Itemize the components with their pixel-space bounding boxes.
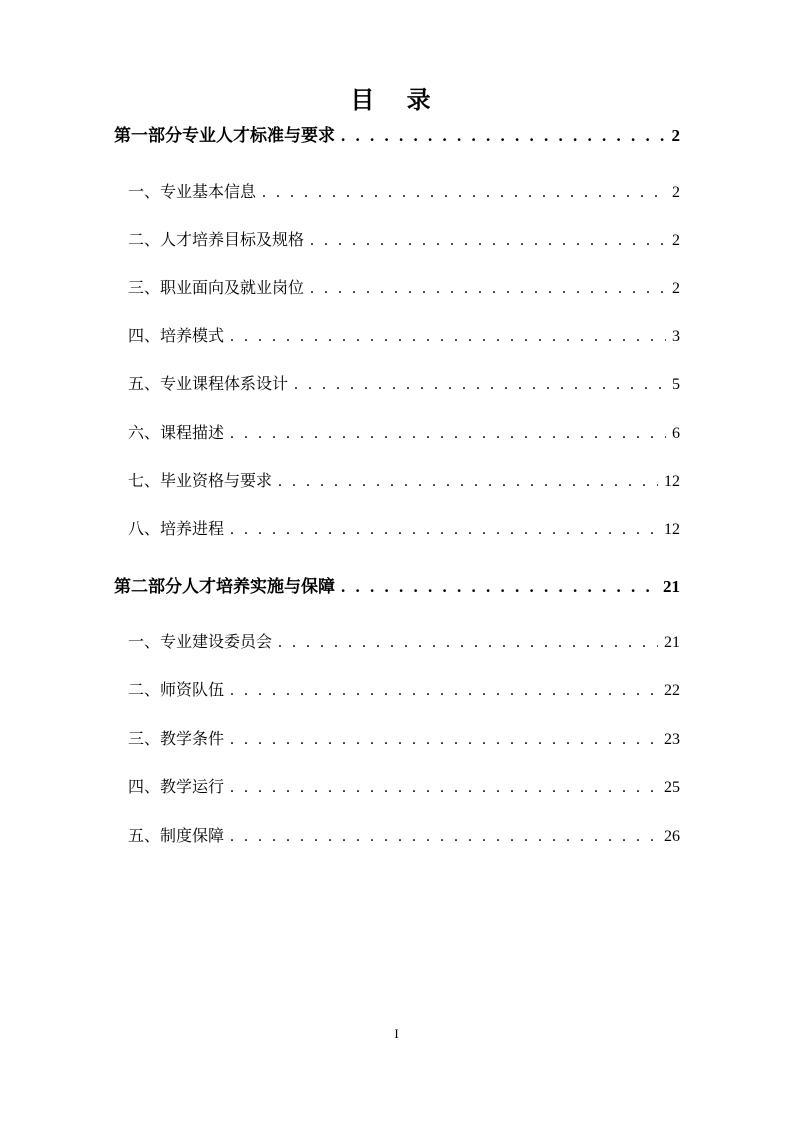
toc-leader-dots bbox=[294, 373, 666, 397]
toc-item[interactable] bbox=[128, 678, 680, 703]
toc-page-number: 22 bbox=[664, 682, 680, 699]
toc-label: 五、专业课程体系设计 bbox=[128, 374, 289, 393]
toc-label: 三、职业面向及就业岗位 bbox=[128, 278, 305, 297]
toc-leader-dots bbox=[230, 728, 658, 752]
toc-label: 一、专业建设委员会 bbox=[128, 632, 273, 651]
toc-page-number: 6 bbox=[672, 425, 680, 442]
toc-leader-dots bbox=[310, 229, 666, 253]
toc-leader-dots bbox=[341, 124, 666, 148]
toc-page-number: 25 bbox=[664, 779, 680, 796]
toc-item[interactable] bbox=[128, 727, 680, 752]
toc-page-number: 23 bbox=[664, 731, 680, 748]
toc-item[interactable] bbox=[128, 775, 680, 800]
toc-leader-dots bbox=[230, 422, 666, 446]
toc-page-number: 2 bbox=[671, 126, 680, 145]
toc-label: 四、教学运行 bbox=[128, 777, 225, 796]
toc-label: 一、专业基本信息 bbox=[128, 182, 257, 201]
toc-label: 第一部分专业人才标准与要求 bbox=[114, 126, 335, 146]
toc-label: 五、制度保障 bbox=[128, 826, 225, 845]
toc-page-number: 2 bbox=[672, 280, 680, 297]
toc-item[interactable] bbox=[128, 824, 680, 849]
toc-label: 第二部分人才培养实施与保障 bbox=[114, 577, 335, 597]
toc-leader-dots bbox=[230, 776, 658, 800]
toc-page-number: 21 bbox=[664, 634, 680, 651]
toc-label: 六、课程描述 bbox=[128, 423, 225, 442]
toc-item[interactable] bbox=[128, 630, 680, 655]
toc-section-part-1[interactable] bbox=[114, 124, 680, 148]
toc-item[interactable] bbox=[128, 228, 680, 253]
toc-item[interactable] bbox=[128, 276, 680, 301]
toc-page-number: 12 bbox=[664, 521, 680, 538]
toc-page-number: 2 bbox=[672, 184, 680, 201]
toc-label: 二、师资队伍 bbox=[128, 680, 225, 699]
toc-label: 四、培养模式 bbox=[128, 326, 225, 345]
toc-leader-dots bbox=[341, 575, 657, 599]
toc-page-number: 26 bbox=[664, 828, 680, 845]
toc-label: 七、毕业资格与要求 bbox=[128, 471, 273, 490]
toc-label: 八、培养进程 bbox=[128, 519, 225, 538]
toc-leader-dots bbox=[230, 679, 658, 703]
toc-leader-dots bbox=[310, 277, 666, 301]
toc-page-number: 2 bbox=[672, 232, 680, 249]
toc-section-part-2[interactable] bbox=[114, 575, 680, 599]
toc-label: 三、教学条件 bbox=[128, 729, 225, 748]
toc-item[interactable] bbox=[128, 324, 680, 349]
toc-leader-dots bbox=[278, 470, 658, 494]
toc-leader-dots bbox=[262, 181, 666, 205]
page-title: 目 录 bbox=[350, 85, 443, 114]
toc-leader-dots bbox=[278, 631, 658, 655]
toc-leader-dots bbox=[230, 825, 658, 849]
toc-item[interactable] bbox=[128, 421, 680, 446]
toc-page-number: 12 bbox=[664, 473, 680, 490]
toc-label: 二、人才培养目标及规格 bbox=[128, 230, 305, 249]
toc-page-number: 5 bbox=[672, 376, 680, 393]
toc-item[interactable] bbox=[128, 180, 680, 205]
toc-leader-dots bbox=[230, 518, 658, 542]
toc-page-number: 21 bbox=[663, 577, 680, 596]
toc-item[interactable] bbox=[128, 469, 680, 494]
toc-leader-dots bbox=[230, 325, 666, 349]
toc-item[interactable] bbox=[128, 372, 680, 397]
toc-item[interactable] bbox=[128, 517, 680, 542]
toc-page-number: 3 bbox=[672, 328, 680, 345]
page-number-footer: I bbox=[394, 1026, 399, 1041]
